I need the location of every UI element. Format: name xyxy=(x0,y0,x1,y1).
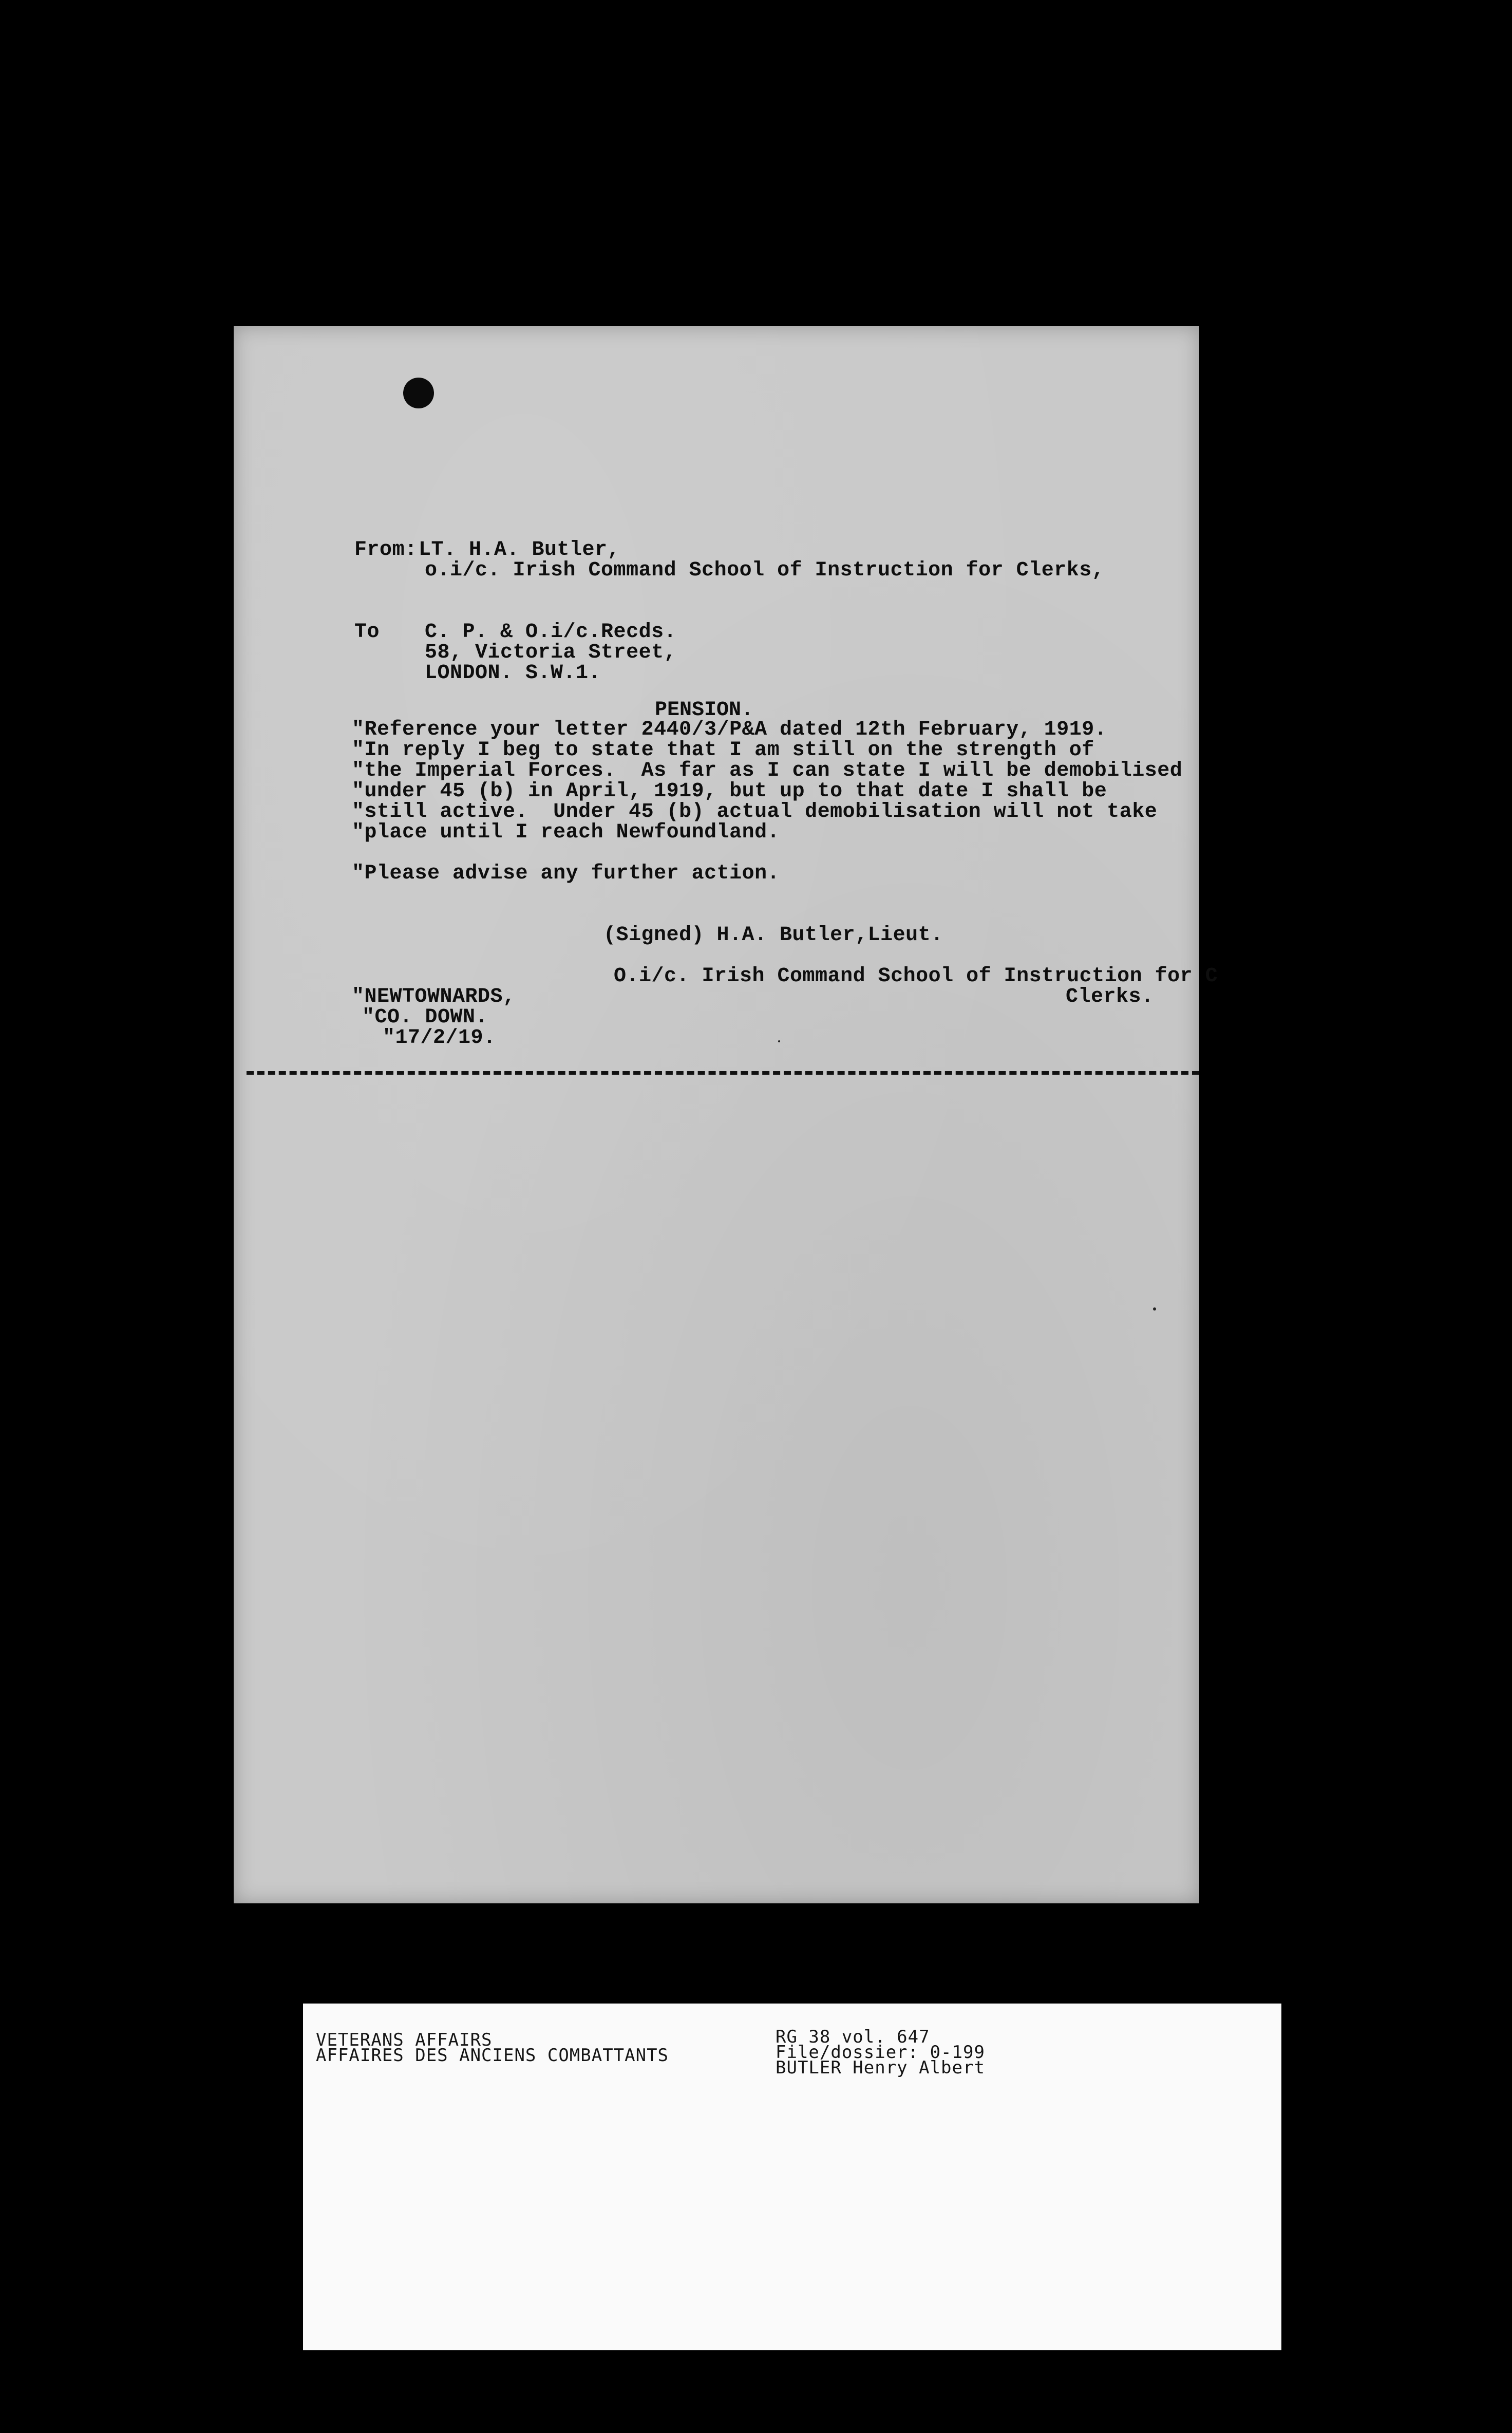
closing-line: "Please advise any further action. xyxy=(352,862,780,885)
to-line-3: LONDON. S.W.1. xyxy=(425,662,601,685)
label-department-en: VETERANS AFFAIRS xyxy=(316,2030,493,2050)
dashed-divider xyxy=(247,1071,1199,1075)
to-line-2: 58, Victoria Street, xyxy=(425,641,677,664)
label-file-number: File/dossier: 0-199 xyxy=(776,2042,985,2063)
paper-speck xyxy=(778,1040,780,1042)
punch-hole xyxy=(403,378,434,408)
place-line-2: "CO. DOWN. xyxy=(362,1006,488,1029)
to-line-1: C. P. & O.i/c.Recds. xyxy=(425,621,677,644)
body-line: "In reply I beg to state that I am still on the strength of xyxy=(352,739,1094,762)
to-label: To xyxy=(354,621,380,644)
label-record-group: RG 38 vol. 647 xyxy=(776,2027,930,2047)
body-line: "the Imperial Forces. As far as I can state I will be demobilised xyxy=(352,759,1183,782)
from-line-1: LT. H.A. Butler, xyxy=(419,538,620,562)
body-line: "Reference your letter 2440/3/P&A dated 12th February, 1919. xyxy=(352,718,1107,741)
subject-heading: PENSION. xyxy=(655,699,754,722)
label-department-fr: AFFAIRES DES ANCIENS COMBATTANTS xyxy=(316,2045,669,2066)
from-label: From: xyxy=(354,538,418,562)
paper-speck xyxy=(1153,1307,1156,1311)
place-line-1: "NEWTOWNARDS, xyxy=(352,985,516,1008)
date-line: "17/2/19. xyxy=(383,1026,496,1050)
signature: (Signed) H.A. Butler,Lieut. xyxy=(603,924,943,947)
from-line-2: o.i/c. Irish Command School of Instruction for Clerks, xyxy=(425,559,1105,582)
body-line: "still active. Under 45 (b) actual demobilisation will not take xyxy=(352,800,1158,824)
archive-label-card xyxy=(303,2004,1281,2350)
body-line: "place until I reach Newfoundland. xyxy=(352,821,780,844)
body-line: "under 45 (b) in April, 1919, but up to that date I shall be xyxy=(352,780,1107,803)
letter-sheet xyxy=(234,326,1218,1903)
signature-title-cont: Clerks. xyxy=(1066,985,1154,1008)
label-person-name: BUTLER Henry Albert xyxy=(776,2057,985,2078)
signature-title: O.i/c. Irish Command School of Instruction for C xyxy=(614,965,1218,988)
